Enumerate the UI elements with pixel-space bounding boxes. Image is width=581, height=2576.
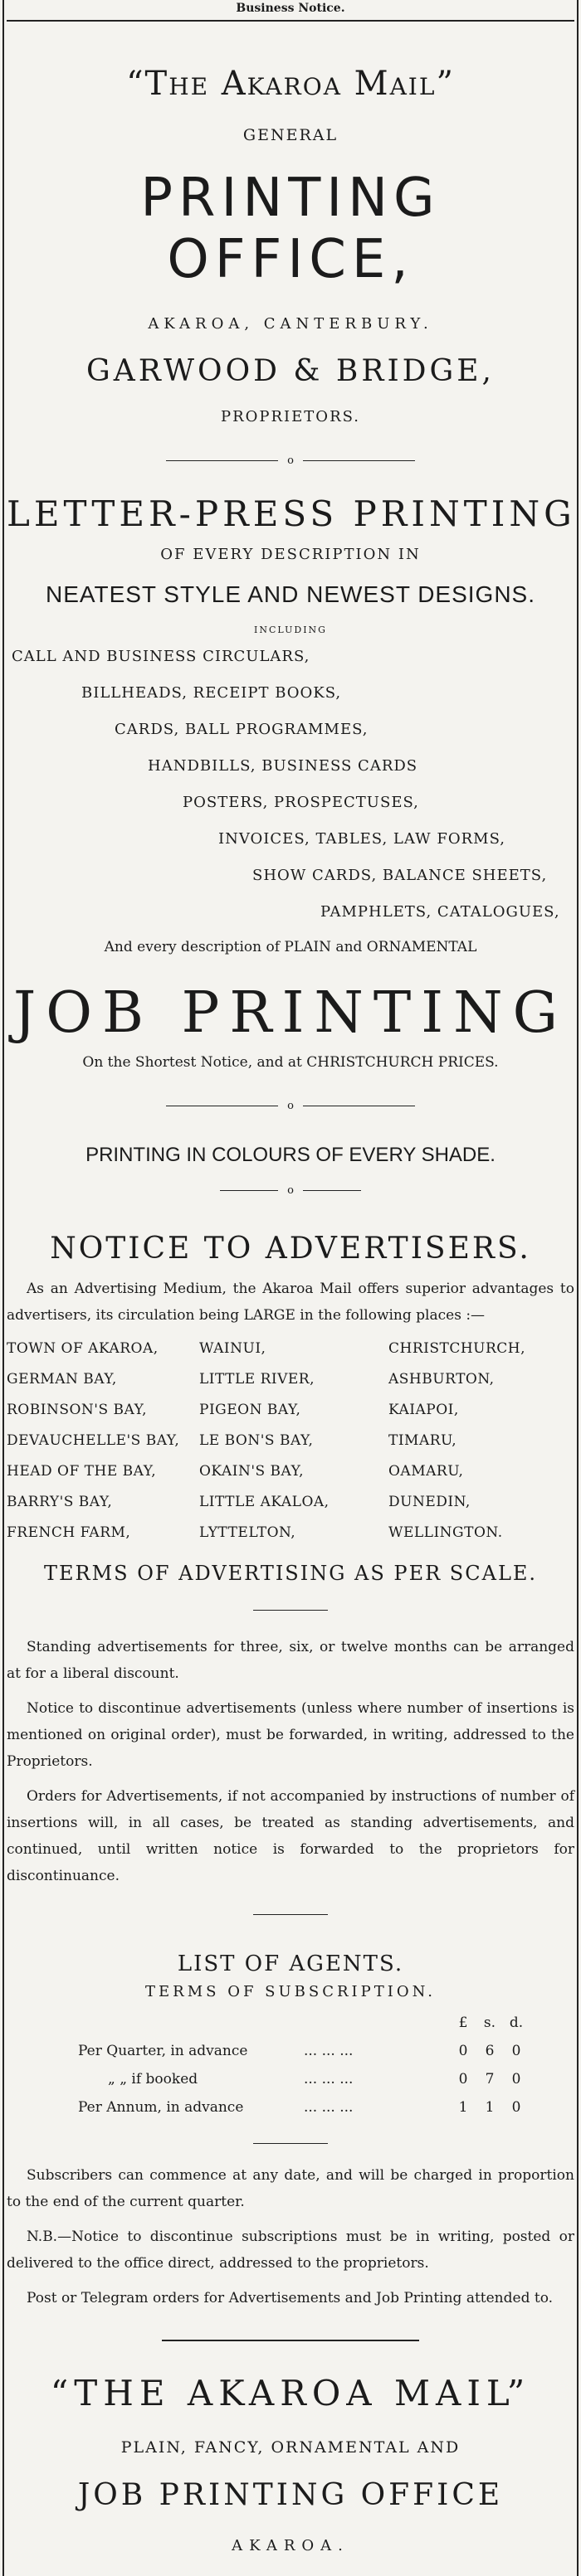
ornament-divider: o	[220, 1184, 361, 1198]
pounds-cell: 0	[458, 2043, 468, 2059]
paragraph: Standing advertisements for three, six, or twelve months can be arranged at for a liberal discount.	[7, 1639, 574, 1682]
list-item: BILLHEADS, RECEIPT BOOKS,	[81, 684, 342, 702]
printing-items-list	[7, 639, 574, 931]
masthead-title: “The Akaroa Mail”	[126, 65, 455, 103]
town-cell: ROBINSON'S BAY,	[7, 1402, 148, 1418]
colours-line: PRINTING IN COLOURS OF EVERY SHADE.	[85, 1144, 496, 1166]
proprietors-label: PROPRIETORS.	[220, 408, 361, 425]
right-border	[577, 0, 579, 2576]
list-item: CARDS, BALL PROGRAMMES,	[115, 721, 369, 738]
town-cell: DEVAUCHELLE'S BAY,	[7, 1432, 180, 1449]
list-item: HANDBILLS, BUSINESS CARDS	[148, 757, 418, 775]
shillings-cell: 7	[485, 2071, 495, 2088]
table-row	[78, 2037, 574, 2065]
pounds-cell: 0	[458, 2071, 468, 2088]
ornament-divider: o	[166, 1099, 415, 1114]
row-label: Per Annum, in advance	[78, 2099, 244, 2116]
town-cell: ASHBURTON,	[388, 1371, 495, 1388]
town-cell: LITTLE RIVER,	[199, 1371, 315, 1388]
town-cell: FRENCH FARM,	[7, 1524, 131, 1541]
town-cell: PIGEON BAY,	[199, 1402, 301, 1418]
including-label: INCLUDING	[254, 625, 327, 635]
town-cell: DUNEDIN,	[388, 1494, 471, 1510]
towns-grid	[7, 1334, 574, 1548]
paragraph: Subscribers can commence at any date, and will be charged in proportion to the end of the current quarter.	[7, 2167, 574, 2210]
row-dots: ... ... ...	[304, 2099, 354, 2116]
terms-of-subscription: TERMS OF SUBSCRIPTION.	[145, 1983, 436, 2000]
paragraph: Notice to discontinue advertisements (unless where number of insertions is mentioned on original order), must be forwarded, in writing, addressed to the Proprietors.	[7, 1700, 574, 1770]
pence-header: d.	[509, 2015, 524, 2031]
terms-of-advertising: TERMS OF ADVERTISING AS PER SCALE.	[43, 1562, 538, 1585]
shortest-notice-line: On the Shortest Notice, and at CHRISTCHURCH PRICES.	[82, 1054, 499, 1071]
list-item: CALL AND BUSINESS CIRCULARS,	[12, 648, 310, 665]
town-cell: LITTLE AKALOA,	[199, 1494, 330, 1510]
list-of-agents-heading: LIST OF AGENTS.	[177, 1951, 404, 1976]
row-dots: ... ... ...	[304, 2043, 354, 2059]
pounds-cell: 1	[458, 2099, 468, 2116]
town-cell: TIMARU,	[388, 1432, 457, 1449]
list-item: INVOICES, TABLES, LAW FORMS,	[218, 830, 506, 848]
left-border	[2, 0, 4, 2576]
short-divider	[253, 2143, 328, 2144]
paragraph: N.B.—Notice to discontinue subscriptions must be in writing, posted or delivered to the office direct, addressed to the proprietors.	[7, 2228, 574, 2272]
pence-cell: 0	[511, 2043, 521, 2059]
town-cell: LE BON'S BAY,	[199, 1432, 314, 1449]
town-cell: TOWN OF AKAROA,	[7, 1340, 159, 1357]
town-cell: BARRY'S BAY,	[7, 1494, 113, 1510]
town-cell: WELLINGTON.	[388, 1524, 503, 1541]
currency-header-row	[78, 2009, 574, 2037]
job-printing-heading: JOB PRINTING	[13, 980, 568, 1046]
firm-name: GARWOOD & BRIDGE,	[85, 354, 496, 388]
list-item: SHOW CARDS, BALANCE SHEETS,	[252, 867, 548, 884]
printing-office-heading: PRINTING OFFICE,	[140, 168, 441, 290]
shillings-cell: 6	[485, 2043, 495, 2059]
town-cell: LYTTELTON,	[199, 1524, 296, 1541]
plain-fancy-line: PLAIN, FANCY, ORNAMENTAL AND	[120, 2438, 461, 2457]
neatest-style: NEATEST STYLE AND NEWEST DESIGNS.	[45, 581, 536, 607]
town-cell: HEAD OF THE BAY,	[7, 1463, 157, 1480]
location-line: AKAROA, CANTERBURY.	[148, 315, 433, 333]
footer-location: AKAROA.	[232, 2537, 349, 2554]
town-cell: CHRISTCHURCH,	[388, 1340, 526, 1357]
paragraph: Orders for Advertisements, if not accompanied by instructions of number of insertions will, in all cases, be treated as standing advertisements, and continued, until written notice is forwarded to the proprietors for discontinuance.	[7, 1788, 574, 1884]
letterpress-heading: LETTER-PRESS PRINTING	[7, 493, 576, 534]
page-header: Business Notice.	[7, 0, 574, 22]
pounds-header: £	[458, 2015, 468, 2031]
town-cell: OAMARU,	[388, 1463, 464, 1480]
pence-cell: 0	[511, 2071, 521, 2088]
ornament-divider: o	[166, 454, 415, 469]
subscription-table	[78, 2009, 574, 2122]
list-item: POSTERS, PROSPECTUSES,	[183, 794, 419, 811]
town-cell: KAIAPOI,	[388, 1402, 459, 1418]
advertisers-intro: As an Advertising Medium, the Akaroa Mail offers superior advantages to advertisers, its circulation being LARGE in the following places :—	[7, 1281, 574, 1324]
shillings-header: s.	[483, 2015, 496, 2031]
paragraph: Post or Telegram orders for Advertisements and Job Printing attended to.	[27, 2290, 554, 2306]
general-label: GENERAL	[242, 126, 339, 144]
town-cell: GERMAN BAY,	[7, 1371, 117, 1388]
footer-title: “THE AKAROA MAIL”	[50, 2373, 531, 2413]
town-cell: OKAIN'S BAY,	[199, 1463, 305, 1480]
shillings-cell: 1	[485, 2099, 495, 2116]
short-divider	[253, 1914, 328, 1915]
job-printing-office: JOB PRINTING OFFICE	[77, 2478, 504, 2512]
table-row	[78, 2065, 574, 2093]
every-description: OF EVERY DESCRIPTION IN	[160, 546, 421, 563]
table-row	[78, 2093, 574, 2122]
long-divider	[162, 2340, 419, 2341]
row-label: „ „ if booked	[108, 2071, 198, 2088]
plain-ornamental-line: And every description of PLAIN and ORNAMENTAL	[104, 939, 477, 955]
row-dots: ... ... ...	[304, 2071, 354, 2088]
list-item: PAMPHLETS, CATALOGUES,	[320, 903, 560, 921]
row-label: Per Quarter, in advance	[78, 2043, 248, 2059]
short-divider	[253, 1610, 328, 1611]
town-cell: WAINUI,	[199, 1340, 266, 1357]
pence-cell: 0	[511, 2099, 521, 2116]
advertisers-heading: NOTICE TO ADVERTISERS.	[50, 1232, 531, 1266]
